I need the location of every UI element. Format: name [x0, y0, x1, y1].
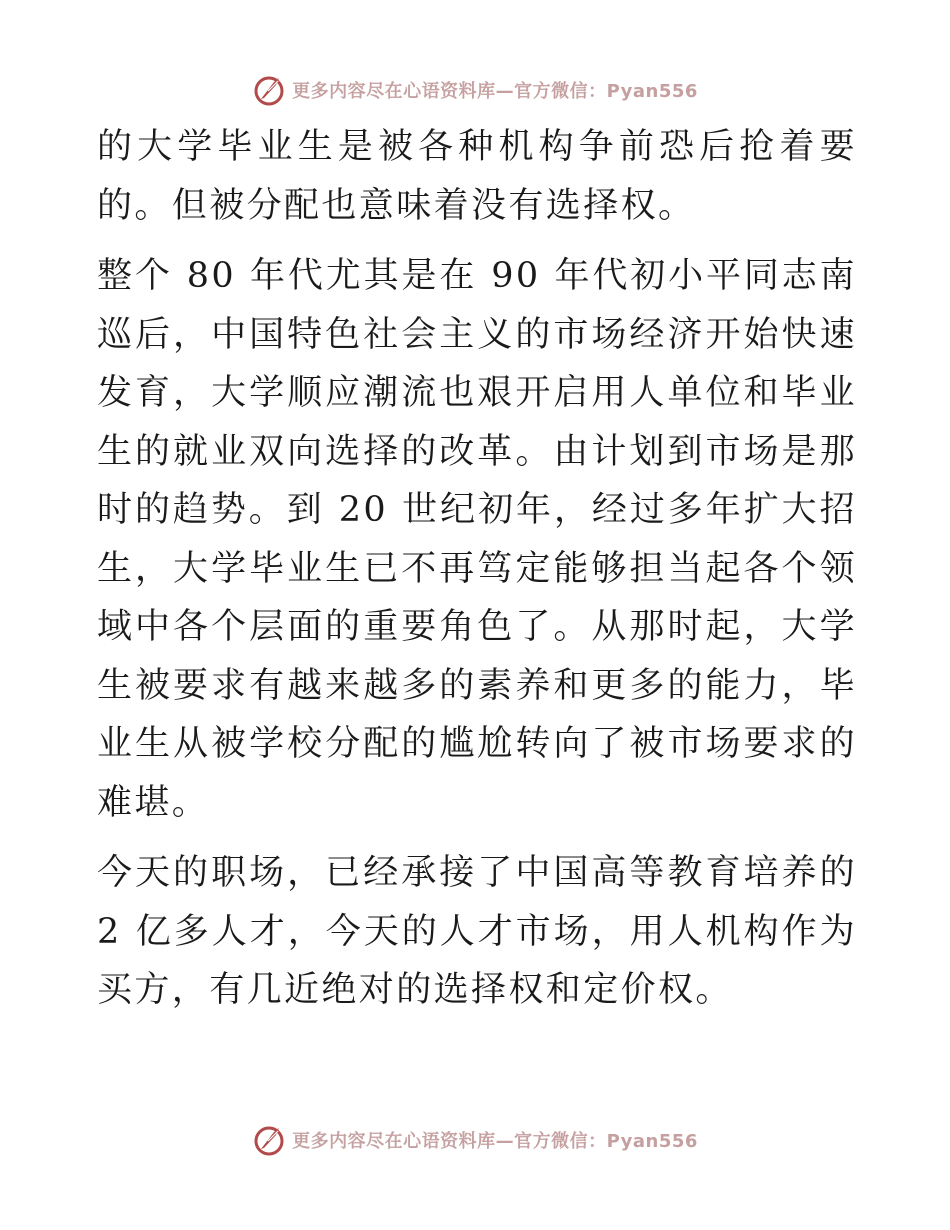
quill-circle-icon — [252, 73, 286, 107]
quill-circle-icon — [252, 1123, 286, 1157]
paragraph-1: 的大学毕业生是被各种机构争前恐后抢着要的。但被分配也意味着没有选择权。 — [97, 127, 857, 226]
paragraph-3: 今天的职场，已经承接了中国高等教育培养的 2 亿多人才，今天的人才市场，用人机构作为买方，有几近绝对的选择权和定价权。 — [97, 853, 857, 1010]
watermark-text: 更多内容尽在心语资料库—官方微信：Pyan556 — [292, 1131, 698, 1152]
document-body — [97, 118, 857, 1020]
footer-watermark — [0, 1120, 950, 1160]
paragraph-2: 整个 80 年代尤其是在 90 年代初小平同志南巡后，中国特色社会主义的市场经济开始快速发育，大学顺应潮流也艰开启用人单位和毕业生的就业双向选择的改革。由计划到市场是那时的趋势。到 20 世纪初年，经过多年扩大招生，大学毕业生已不再笃定能够担当起各个领域中各个层面的重要角色了。从那时起，大学生被要求有越来越多的素养和更多的能力，毕业生从被学校分配的尴尬转向了被市场要求的难堪。 — [97, 256, 857, 823]
header-watermark — [0, 70, 950, 110]
watermark-text: 更多内容尽在心语资料库—官方微信：Pyan556 — [292, 81, 698, 102]
